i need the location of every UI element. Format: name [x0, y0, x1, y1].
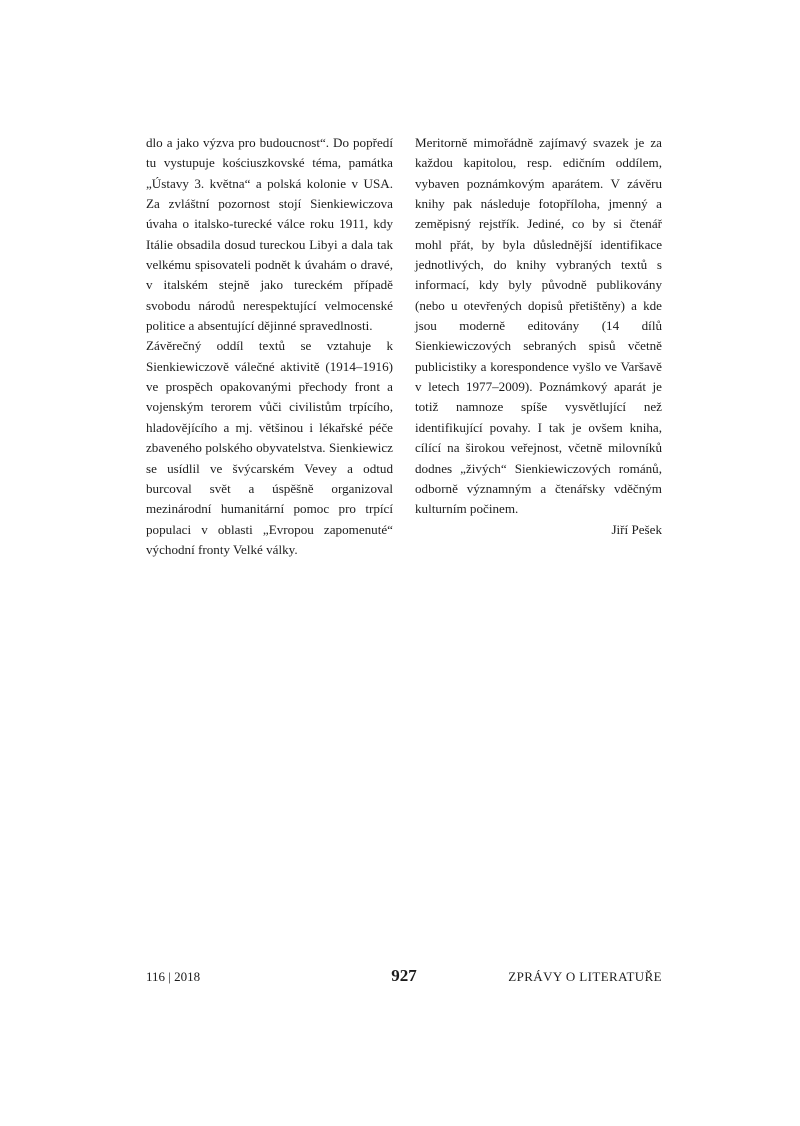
issue-label: 116 | 2018: [146, 969, 201, 984]
text-column-left: [146, 133, 393, 560]
journal-title: ZPRÁVY O LITERATUŘE: [508, 969, 662, 984]
paragraph: Meritorně mimořádně zajímavý svazek je za každou kapitolou, resp. edičním oddílem, vybaven poznámkovým aparátem. V závěru knihy pak následuje fotopříloha, jmenný a zeměpisný rejstřík. Jediné, co by si čtenář mohl přát, by byla důslednější identifikace jednotlivých, do knihy vybraných textů s informací, kdy byly původně publikovány (nebo u otevřených dopisů přetištěny) a kde jsou moderně editovány (14 dílů Sienkiewiczových sebraných spisů včetně publicistiky a korespondence vyšlo ve Varšavě v letech 1977–2009). Poznámkový aparát je totiž namnoze spíše vysvětlující než identifikující povahy. I tak je ovšem kniha, cílící na širokou veřejnost, včetně milovníků dodnes „živých“ Sienkiewiczových románů, odborně významným a čtenářsky vděčným kulturním počinem.: [415, 135, 662, 517]
page-number: 927: [391, 966, 417, 985]
page-footer: [146, 966, 662, 990]
author-signature: Jiří Pešek: [611, 521, 662, 537]
text-column-right: [415, 133, 662, 540]
paragraph: dlo a jako výzva pro budoucnost“. Do popředí tu vystupuje kościuszkovské téma, památka „Ústavy 3. května“ a polská kolonie v USA. Za zvláštní pozornost stojí Sienkiewiczova úvaha o italsko-turecké válce roku 1911, kdy Itálie obsadila dosud tureckou Libyi a dala tak velkému spisovateli podnět k úvahám o dravé, v italském stejně jako tureckém případě svobodu národů nerespektující velmocenské politice a absentující dějinné spravedlnosti.: [146, 135, 393, 334]
paragraph: Závěrečný oddíl textů se vztahuje k Sienkiewiczově válečné aktivitě (1914–1916) ve prospěch opakovanými přechody front a vojenským terorem vůči civilistům trpícího, hladovějícího a mj. většinou i lékařské péče zbaveného polského obyvatelstva. Sienkiewicz se usídlil ve švýcarském Vevey a odtud burcoval svět a úspěšně organizoval mezinárodní humanitární pomoc pro trpící populaci v oblasti „Evropou zapomenuté“ východní fronty Velké války.: [146, 338, 393, 557]
